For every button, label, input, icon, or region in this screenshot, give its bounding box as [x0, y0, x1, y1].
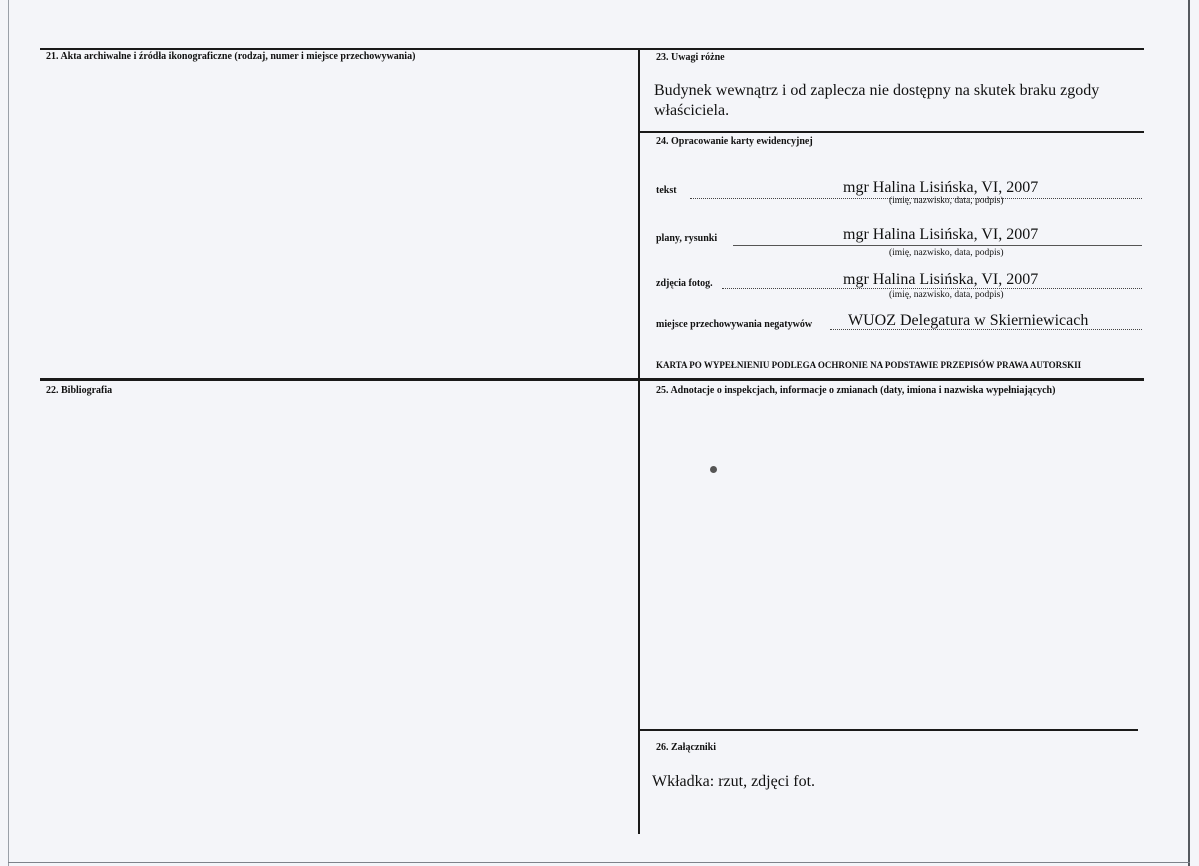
row-hint: (imię, nazwisko, data, podpis)	[889, 196, 1004, 206]
center-divider	[638, 48, 640, 834]
negatives-label: miejsce przechowywania negatywów	[656, 319, 813, 330]
section-23-text: Budynek wewnątrz i od zaplecza nie dostępny na skutek braku zgody właściciela.	[654, 82, 1100, 119]
section-21-label: 21. Akta archiwalne i źródła ikonograficzne (rodzaj, numer i miejsce przechowywania)	[46, 51, 416, 62]
row-hint: (imię, nazwisko, data, podpis)	[889, 290, 1004, 300]
negatives-value: WUOZ Delegatura w Skierniewicach	[848, 312, 1089, 329]
scan-edge-bottom	[8, 862, 1190, 863]
section-26-label: 26. Załączniki	[656, 742, 717, 753]
section-22-label: 22. Bibliografia	[46, 385, 113, 396]
row-value: mgr Halina Lisińska, VI, 2007	[843, 179, 1039, 196]
middle-rule	[40, 378, 1144, 381]
section-25-label: 25. Adnotacje o inspekcjach, informacje o zmianach (daty, imiona i nazwiska wypełniających)	[656, 385, 1056, 396]
scan-edge-left	[8, 0, 9, 866]
rule-23-24	[640, 131, 1144, 133]
scan-edge-right	[1188, 0, 1190, 866]
row-line	[733, 245, 1142, 246]
row-value: mgr Halina Lisińska, VI, 2007	[843, 226, 1039, 243]
row-value: mgr Halina Lisińska, VI, 2007	[843, 271, 1039, 288]
row-hint: (imię, nazwisko, data, podpis)	[889, 248, 1004, 258]
copyright-note: KARTA PO WYPEŁNIENIU PODLEGA OCHRONIE NA PODSTAWIE PRZEPISÓW PRAWA AUTORSKII	[656, 360, 1082, 370]
row-label: plany, rysunki	[656, 233, 718, 244]
row-label: tekst	[656, 185, 677, 196]
section-23-label: 23. Uwagi różne	[656, 52, 725, 63]
top-rule	[40, 48, 1144, 50]
section-26-text: Wkładka: rzut, zdjęci fot.	[652, 773, 816, 790]
row-label: zdjęcia fotog.	[656, 278, 713, 289]
rule-25-26	[640, 729, 1138, 731]
ink-speck	[710, 466, 717, 473]
section-24-label: 24. Opracowanie karty ewidencyjnej	[656, 136, 813, 147]
